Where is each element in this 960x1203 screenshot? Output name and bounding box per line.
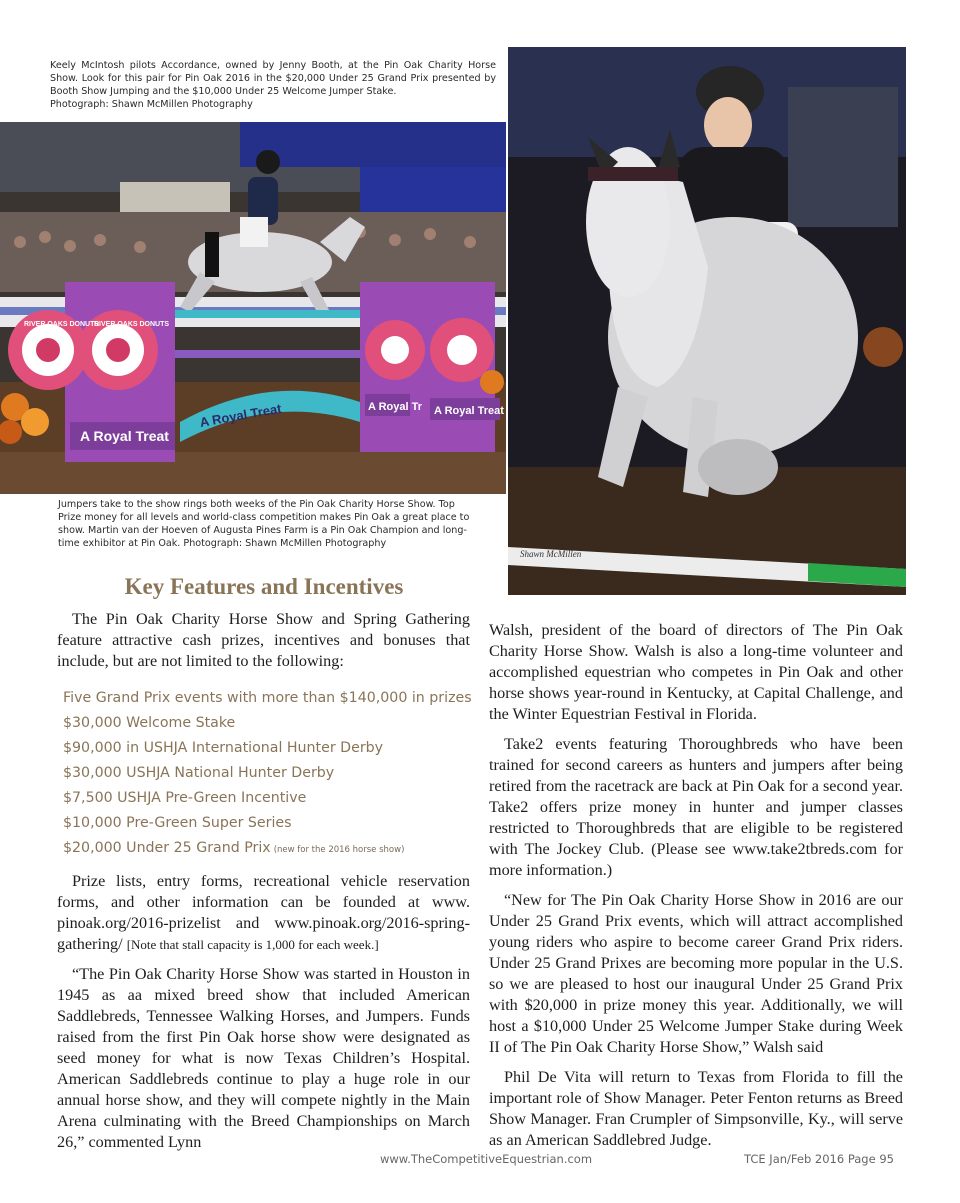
grey-horse-illustration	[508, 47, 906, 595]
incentive-item: $30,000 Welcome Stake	[63, 715, 236, 731]
jump-sign-2: A Royal Treat	[198, 400, 283, 430]
grey-horse-jumping-photo	[508, 47, 906, 595]
jump-sign-3: A Royal Tr	[368, 401, 422, 413]
arena-jumping-photo	[0, 122, 506, 494]
donut-label-2: RIVER OAKS DONUTS	[94, 321, 170, 328]
right-column-body	[489, 620, 903, 1160]
incentive-item: $90,000 in USHJA International Hunter Derby	[63, 740, 384, 756]
incentives-list	[63, 688, 473, 863]
history-paragraph: “The Pin Oak Charity Horse Show was started in Houston in 1945 as aa mixed breed show that included American Saddlebreds, Tennessee Walking Horses, and Jumpers. Funds raised from the first Pin Oak horse show were designated as seed money for what is now Texas Children’s Hospital. American Saddlebreds continue to play a huge role in our annual horse show, and they will compete nightly in the Main Arena culminating with the Breed Championships on March 26,” commented Lynn	[57, 965, 470, 1151]
incentive-item: $7,500 USHJA Pre-Green Incentive	[63, 790, 307, 806]
incentive-item: $20,000 Under 25 Grand Prix (new for the 2016 horse show)	[63, 840, 405, 856]
top-photo-caption	[50, 59, 496, 111]
prize-list-paragraph: Prize lists, entry forms, recreational vehicle reservation forms, and other information can be founded at www. pinoak.org/2016-prizelist and www.pinoak.org/2016-spring-gathering/ [Note that stall capacity is 1,000 for each week.]	[57, 872, 470, 953]
section-heading: Key Features and Incentives	[124, 574, 404, 599]
staff-paragraph: Phil De Vita will return to Texas from Florida to fill the important role of Show Manager. Peter Fenton returns as Breed Show Manager. Fran Crumpler of Simpsonville, Ky., will serve as an American Saddlebred Judge.	[489, 1068, 903, 1149]
incentive-item: Five Grand Prix events with more than $140,000 in prizes	[63, 690, 472, 706]
left-column-body	[57, 871, 470, 1162]
top-photo-credit: Photograph: Shawn McMillen Photography	[50, 99, 253, 110]
intro-paragraph	[57, 609, 470, 681]
incentive-item: $10,000 Pre-Green Super Series	[63, 815, 292, 831]
footer-page-number: TCE Jan/Feb 2016 Page 95	[744, 1152, 894, 1166]
under25-paragraph: “New for The Pin Oak Charity Horse Show in 2016 are our Under 25 Grand Prix events, which will attract accomplished young riders who aspire to become career Grand Prix riders. Under 25 Grand Prixes are becoming more popular in the U.S. so we are pleased to host our inaugural Under 25 Grand Prix with $20,000 in prize money this year. Additionally, we will host a $10,000 Under 25 Welcome Jumper Stake during Week II of The Pin Oak Charity Horse Show,” Walsh said	[489, 891, 903, 1056]
incentive-note: (new for the 2016 horse show)	[273, 845, 405, 855]
pole-signature: Shawn McMillen	[520, 549, 582, 559]
jump-sign-1: A Royal Treat	[80, 428, 169, 444]
stall-capacity-note: [Note that stall capacity is 1,000 for each week.]	[126, 937, 379, 952]
donut-label-1: RIVER OAKS DONUTS	[24, 321, 100, 328]
walsh-paragraph: Walsh, president of the board of directors of The Pin Oak Charity Horse Show. Walsh is also a long-time volunteer and accomplished equestrian who competes in Pin Oak and other horse shows year-round in Kentucky, at Capital Challenge, and the Winter Equestrian Festival in Florida.	[489, 621, 903, 723]
top-photo-caption-text: Keely McIntosh pilots Accordance, owned by Jenny Booth, at the Pin Oak Charity Horse Show. Look for this pair for Pin Oak 2016 in the $20,000 Under 25 Grand Prix presented by Booth Show Jumping and the $10,000 Under 25 Welcome Jumper Stake.	[50, 60, 496, 97]
take2-paragraph: Take2 events featuring Thoroughbreds who have been trained for second careers as hunters and jumpers after being retired from the racetrack are back at Pin Oak for a second year. Take2 offers prize money in hunter and jumper classes restricted to Thoroughbreds that are eligible to be registered with The Jockey Club. (Please see www.take2tbreds.com for more information.)	[489, 735, 903, 879]
intro-text: The Pin Oak Charity Horse Show and Spring Gathering feature attractive cash prizes, incentives and bonuses that include, but are not limited to the following:	[57, 610, 470, 670]
jump-sign-4: A Royal Treat	[434, 405, 504, 417]
arena-jumping-illustration	[0, 122, 506, 494]
bottom-photo-caption: Jumpers take to the show rings both weeks of the Pin Oak Charity Horse Show. Top Prize money for all levels and world-class competition makes Pin Oak a great place to show. Martin van der Hoeven of Augusta Pines Farm is a Pin Oak Champion and long-time exhibitor at Pin Oak. Photograph: Shawn McMillen Photography	[58, 499, 470, 549]
incentive-item: $30,000 USHJA National Hunter Derby	[63, 765, 335, 781]
footer-website: www.TheCompetitiveEquestrian.com	[380, 1152, 593, 1166]
